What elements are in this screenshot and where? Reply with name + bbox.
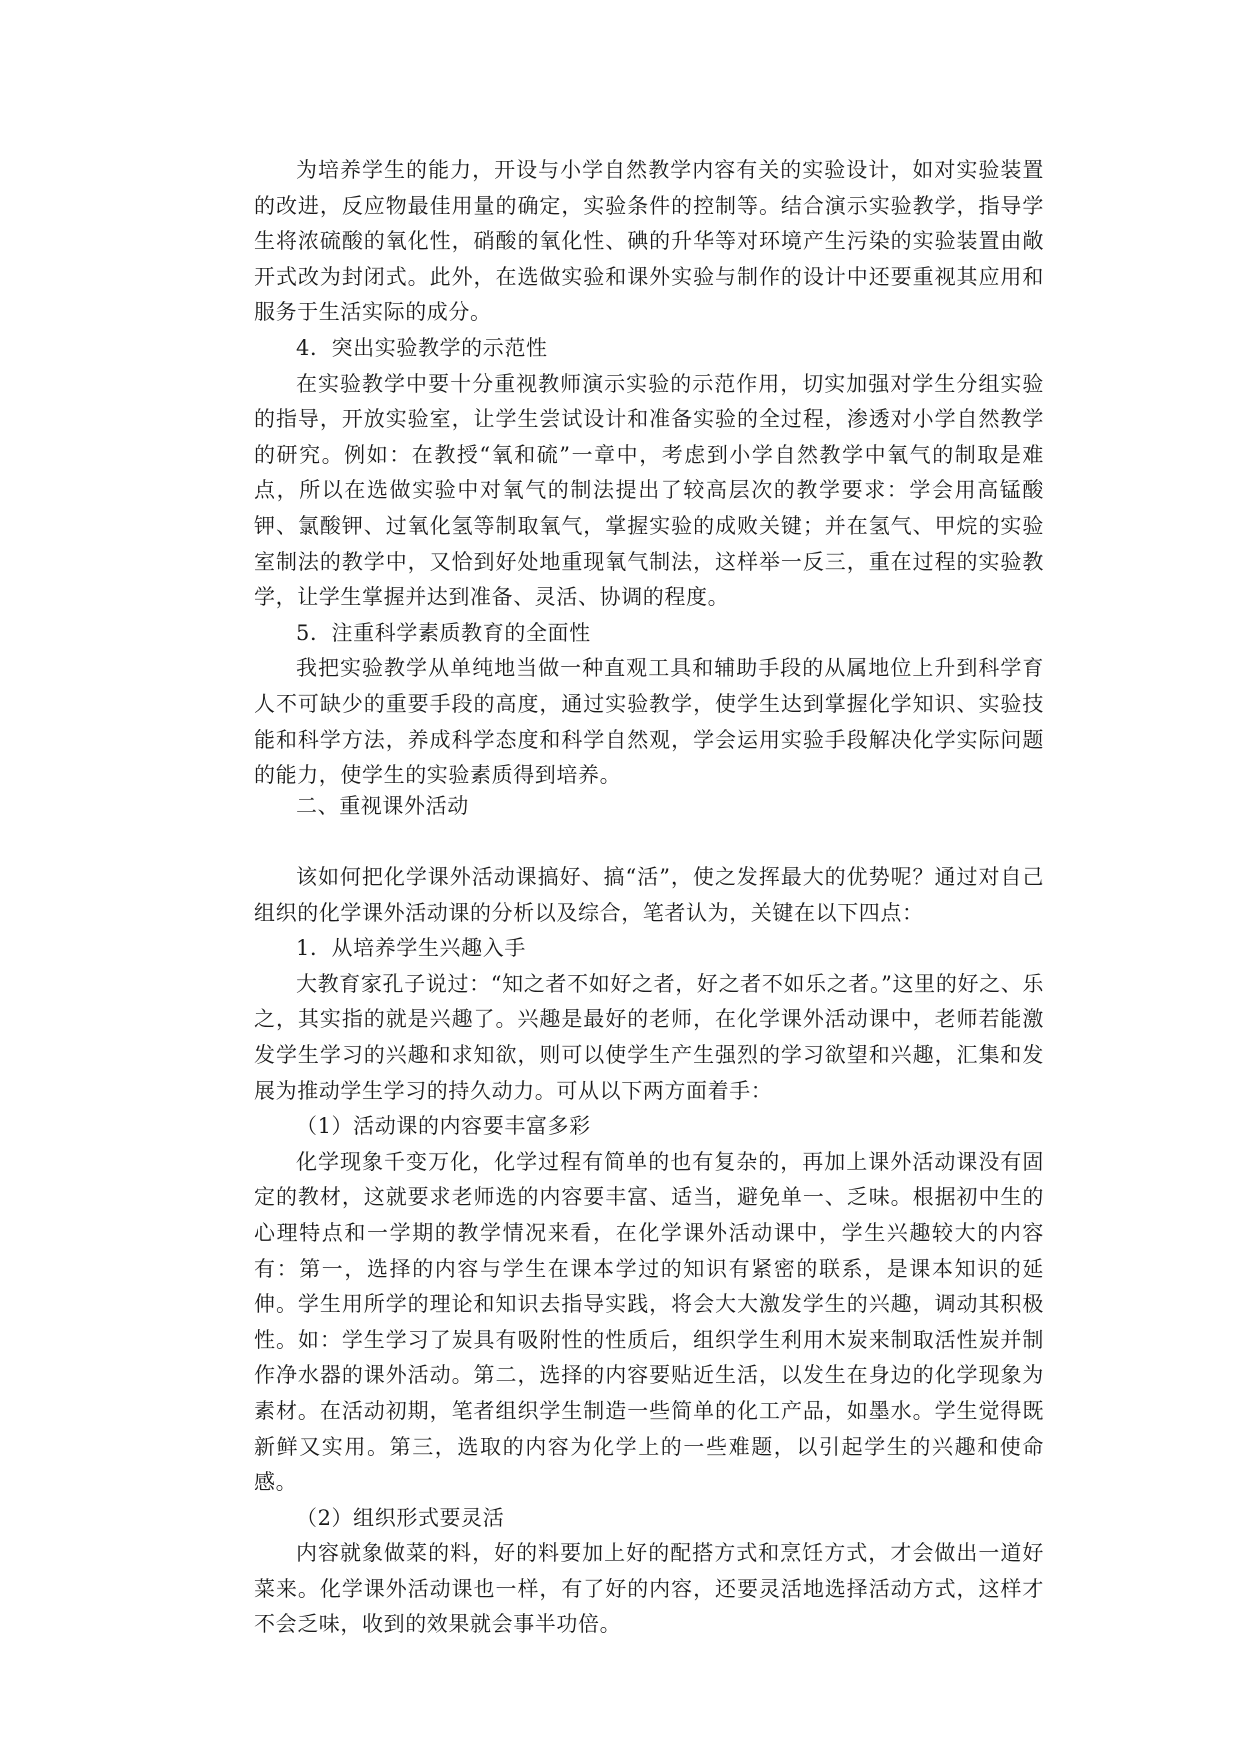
section-title-extracurricular: 二、重视课外活动 [296, 794, 469, 818]
heading-1-interest: 1．从培养学生兴趣入手 [296, 936, 526, 961]
subheading-rich-content: （1）活动课的内容要丰富多彩 [296, 1114, 591, 1139]
section-heading-block [254, 789, 1044, 825]
paragraph-intro-extracurricular: 该如何把化学课外活动课搞好、搞“活”，使之发挥最大的优势呢？通过对自己组织的化学课外活动课的分析以及综合，笔者认为，关键在以下四点： [254, 865, 1044, 925]
paragraph-experiment-design: 为培养学生的能力，开设与小学自然教学内容有关的实验设计，如对实验装置的改进，反应物最佳用量的确定，实验条件的控制等。结合演示实验教学，指导学生将浓硫酸的氧化性，硝酸的氧化性、碘的升华等对环境产生污染的实验装置由敞开式改为封闭式。此外，在选做实验和课外实验与制作的设计中还要重视其应用和服务于生活实际的成分。 [254, 158, 1044, 325]
paragraph-quality-education: 我把实验教学从单纯地当做一种直观工具和辅助手段的从属地位上升到科学育人不可缺少的重要手段的高度，通过实验教学，使学生达到掌握化学知识、实验技能和科学方法，养成科学态度和科学自然观，学会运用实验手段解决化学实际问题的能力，使学生的实验素质得到培养。 [254, 656, 1044, 788]
paragraph-flexible-format: 内容就象做菜的料，好的料要加上好的配搭方式和烹饪方式，才会做出一道好菜来。化学课外活动课也一样，有了好的内容，还要灵活地选择活动方式，这样才不会乏味，收到的效果就会事半功倍。 [254, 1541, 1044, 1637]
heading-4-demonstration: 4．突出实验教学的示范性 [296, 335, 548, 360]
body-text-part-1 [254, 153, 1044, 794]
paragraph-confucius: 大教育家孔子说过：“知之者不如好之者，好之者不如乐之者。”这里的好之、乐之，其实指的就是兴趣了。兴趣是最好的老师，在化学课外活动课中，老师若能激发学生学习的兴趣和求知欲，则可以使学生产生强烈的学习欲望和兴趣，汇集和发展为推动学生学习的持久动力。可从以下两方面着手： [254, 971, 1044, 1103]
body-text-part-2 [254, 860, 1044, 1643]
paragraph-rich-content: 化学现象千变万化，化学过程有简单的也有复杂的，再加上课外活动课没有固定的教材，这就要求老师选的内容要丰富、适当，避免单一、乏味。根据初中生的心理特点和一学期的教学情况来看，在化学课外活动课中，学生兴趣较大的内容有：第一，选择的内容与学生在课本学过的知识有紧密的联系，是课本知识的延伸。学生用所学的理论和知识去指导实践，将会大大激发学生的兴趣，调动其积极性。如：学生学习了炭具有吸附性的性质后，组织学生利用木炭来制取活性炭并制作净水器的课外活动。第二，选择的内容要贴近生活，以发生在身边的化学现象为素材。在活动初期，笔者组织学生制造一些简单的化工产品，如墨水。学生觉得既新鲜又实用。第三，选取的内容为化学上的一些难题，以引起学生的兴趣和使命感。 [254, 1149, 1044, 1495]
subheading-flexible-format: （2）组织形式要灵活 [296, 1505, 505, 1530]
heading-5-quality-education: 5．注重科学素质教育的全面性 [296, 620, 591, 645]
paragraph-demonstration: 在实验教学中要十分重视教师演示实验的示范作用，切实加强对学生分组实验的指导，开放实验室，让学生尝试设计和准备实验的全过程，渗透对小学自然教学的研究。例如：在教授“氧和硫”一章中，考虑到小学自然教学中氧气的制取是难点，所以在选做实验中对氧气的制法提出了较高层次的教学要求：学会用高锰酸钾、氯酸钾、过氧化氢等制取氧气，掌握实验的成败关键；并在氢气、甲烷的实验室制法的教学中，又恰到好处地重现氧气制法，这样举一反三，重在过程的实验教学，让学生掌握并达到准备、灵活、协调的程度。 [254, 371, 1044, 610]
